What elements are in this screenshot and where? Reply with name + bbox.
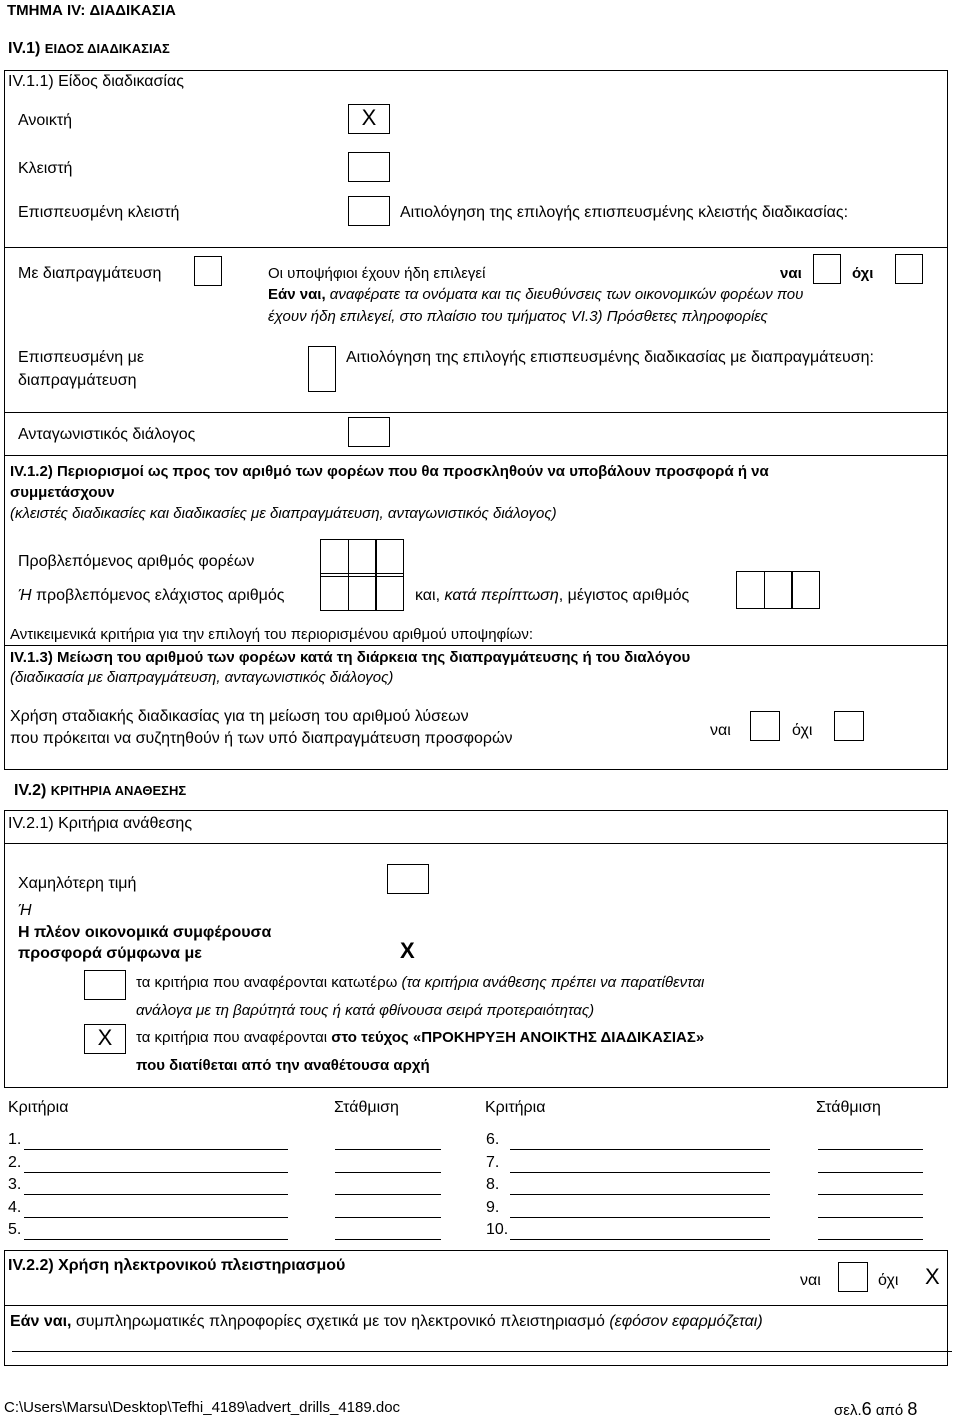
iv22-title: IV.2.2) Χρήση ηλεκτρονικού πλειστηριασμού [8, 1257, 346, 1274]
weight-line[interactable] [818, 1149, 923, 1150]
iv22-no-label: όχι [878, 1272, 899, 1289]
open-checkbox[interactable]: X [348, 104, 390, 134]
opt2-checkbox[interactable]: X [84, 1024, 126, 1054]
accelerated-negotiated-checkbox[interactable] [308, 346, 336, 392]
weight-line[interactable] [335, 1194, 441, 1195]
opt1-checkbox[interactable] [84, 970, 126, 1000]
accelerated-negotiated-label-2: διαπραγμάτευση [18, 372, 137, 389]
criterion-number: 9. [486, 1198, 500, 1216]
selection-criteria-label: Αντικειμενικά κριτήρια για την επιλογή του περιορισμένου αριθμού υποψηφίων: [10, 626, 533, 643]
footer-page: σελ.6 από 8 [834, 1399, 918, 1419]
criterion-number: 8. [486, 1176, 500, 1193]
or-text: Ή [18, 902, 32, 919]
weight-line[interactable] [818, 1239, 923, 1240]
criterion-line[interactable] [510, 1194, 770, 1195]
accelerated-restricted-checkbox[interactable] [348, 196, 390, 226]
weight-line[interactable] [335, 1239, 441, 1240]
criterion-number: 6. [486, 1131, 500, 1148]
criterion-number: 5. [8, 1221, 22, 1238]
criteria-header-right: Κριτήρια [485, 1099, 546, 1116]
criterion-number: 2. [8, 1153, 22, 1171]
iv13-subtitle: (διαδικασία με διαπραγμάτευση, ανταγωνιστικός διάλογος) [10, 669, 394, 686]
iv13-no-label: όχι [792, 722, 813, 739]
accelerated-negotiated-justification: Αιτιολόγηση της επιλογής επισπευσμένης διαδικασίας με διαπραγμάτευση: [346, 349, 874, 366]
envisaged-number-boxes[interactable] [320, 539, 403, 577]
iv13-question-1: Χρήση σταδιακής διαδικασίας για τη μείωση του αριθμού λύσεων [10, 708, 469, 725]
divider [4, 1305, 948, 1306]
already-selected-yes: ναι [780, 265, 802, 282]
criterion-line[interactable] [24, 1149, 288, 1150]
iv1-title: ΕΙΔΟΣ ΔΙΑΔΙΚΑΣΙΑΣ [44, 41, 170, 56]
iv22-yes-checkbox[interactable] [838, 1262, 868, 1292]
accelerated-restricted-label: Επισπευσμένη κλειστή [18, 204, 180, 221]
opt1-text-1: τα κριτήρια που αναφέρονται κατωτέρω (τα κριτήρια ανάθεσης πρέπει να παρατίθενται [136, 974, 705, 991]
iv11-title: IV.1.1) Είδος διαδικασίας [8, 73, 184, 90]
iv22-no-mark: X [925, 1264, 940, 1289]
meat-label-1: Η πλέον οικονομικά συμφέρουσα [18, 924, 272, 941]
envisaged-number-label: Προβλεπόμενος αριθμός φορέων [18, 553, 255, 570]
divider [4, 247, 948, 248]
iv22-answer-line[interactable] [12, 1351, 952, 1352]
already-selected-no: όχι [852, 265, 874, 282]
iv13-yes-checkbox[interactable] [750, 711, 780, 741]
iv21-title: IV.2.1) Κριτήρια ανάθεσης [8, 815, 193, 832]
weight-line[interactable] [818, 1172, 923, 1173]
iv2-heading [14, 782, 186, 800]
minimum-number-boxes[interactable] [320, 573, 403, 611]
criterion-number: 1. [8, 1131, 22, 1148]
accelerated-restricted-justification: Αιτιολόγηση της επιλογής επισπευσμένης κλειστής διαδικασίας: [400, 204, 849, 221]
iv2-number: IV.2) [14, 782, 47, 799]
competitive-dialogue-checkbox[interactable] [348, 417, 390, 447]
criterion-line[interactable] [510, 1172, 770, 1173]
competitive-dialogue-label: Ανταγωνιστικός διάλογος [18, 426, 196, 443]
negotiated-label: Με διαπραγμάτευση [18, 265, 162, 282]
footer-path: C:\Users\Marsu\Desktop\Tefhi_4189\advert_drills_4189.doc [4, 1399, 401, 1416]
divider [4, 645, 948, 646]
negotiated-checkbox[interactable] [194, 256, 222, 286]
lowest-price-label: Χαμηλότερη τιμή [18, 875, 137, 892]
criterion-number: 3. [8, 1176, 22, 1193]
weight-line[interactable] [818, 1217, 923, 1218]
divider [4, 412, 948, 413]
weight-line[interactable] [335, 1172, 441, 1173]
iv22-if-yes: Εάν ναι, συμπληρωματικές πληροφορίες σχετικά με τον ηλεκτρονικό πλειστηριασμό (εφόσον εφαρμόζεται) [10, 1313, 763, 1330]
opt2-text-2: που διατίθεται από την αναθέτουσα αρχή [136, 1057, 430, 1074]
criterion-line[interactable] [510, 1239, 770, 1240]
section-title: ΤΜΗΜΑ IV: ΔΙΑΔΙΚΑΣΙΑ [7, 2, 176, 19]
iv2-title: ΚΡΙΤΗΡΙΑ ΑΝΑΘΕΣΗΣ [50, 783, 187, 798]
criteria-header-left: Κριτήρια [8, 1099, 69, 1116]
weight-line[interactable] [818, 1194, 923, 1195]
iv1-number: IV.1) [8, 40, 41, 57]
already-selected-yes-checkbox[interactable] [813, 254, 841, 284]
already-selected-no-checkbox[interactable] [895, 254, 923, 284]
or-text: Ή [18, 587, 32, 604]
iv1-heading [8, 40, 170, 58]
restricted-label: Κλειστή [18, 160, 73, 177]
weight-header-right: Στάθμιση [816, 1099, 881, 1116]
criterion-line[interactable] [24, 1239, 288, 1240]
iv13-title: IV.1.3) Μείωση του αριθμού των φορέων κατά τη διάρκεια της διαπραγμάτευσης ή του διαλόγου [10, 649, 691, 666]
iv13-no-checkbox[interactable] [834, 711, 864, 741]
divider [4, 843, 948, 844]
iv12-title-1: IV.1.2) Περιορισμοί ως προς τον αριθμό των φορέων που θα προσκληθούν να υποβάλουν προσφορά ή να [10, 463, 769, 480]
weight-header-left: Στάθμιση [334, 1099, 399, 1116]
criterion-number: 10. [486, 1221, 509, 1238]
iv12-title-2: συμμετάσχουν [10, 484, 115, 501]
maximum-number-label: και, κατά περίπτωση, μέγιστος αριθμός [415, 587, 690, 604]
iv13-yes-label: ναι [710, 722, 731, 739]
minimum-number-label: Ή προβλεπόμενος ελάχιστος αριθμός [18, 587, 285, 604]
criterion-line[interactable] [24, 1172, 288, 1173]
opt1-text-2: ανάλογα με τη βαρύτητά τους ή κατά φθίνουσα σειρά προτεραιότητας) [136, 1002, 595, 1019]
criterion-line[interactable] [510, 1149, 770, 1150]
open-label: Ανοικτή [18, 112, 73, 129]
already-selected-text: Οι υποψήφιοι έχουν ήδη επιλεγεί [268, 265, 486, 282]
weight-line[interactable] [335, 1149, 441, 1150]
weight-line[interactable] [335, 1217, 441, 1218]
lowest-price-checkbox[interactable] [387, 864, 429, 894]
criterion-number: 7. [486, 1153, 500, 1171]
already-selected-note-2: έχουν ήδη επιλεγεί, στο πλαίσιο του τμήματος VI.3) Πρόσθετες πληροφορίες [268, 308, 768, 325]
opt2-text-1: τα κριτήρια που αναφέρονται στο τεύχος «ΠΡΟΚΗΡΥΞΗ ΑΝΟΙΚΤΗΣ ΔΙΑΔΙΚΑΣΙΑΣ» [136, 1029, 705, 1046]
divider [4, 455, 948, 456]
criterion-line[interactable] [510, 1217, 770, 1218]
iv12-subtitle: (κλειστές διαδικασίες και διαδικασίες με διαπραγμάτευση, ανταγωνιστικός διάλογος) [10, 505, 557, 522]
meat-mark: X [400, 938, 415, 963]
criterion-line[interactable] [24, 1217, 288, 1218]
criterion-number: 4. [8, 1198, 22, 1216]
accelerated-negotiated-label-1: Επισπευσμένη με [18, 349, 144, 366]
already-selected-note-1: Εάν ναι, αναφέρατε τα ονόματα και τις διευθύνσεις των οικονομικών φορέων που [268, 286, 804, 303]
meat-label-2: προσφορά σύμφωνα με [18, 945, 202, 962]
maximum-number-boxes[interactable] [736, 571, 819, 609]
criterion-line[interactable] [24, 1194, 288, 1195]
iv13-question-2: που πρόκειται να συζητηθούν ή των υπό διαπραγμάτευση προσφορών [10, 730, 513, 747]
restricted-checkbox[interactable] [348, 152, 390, 182]
iv22-yes-label: ναι [800, 1272, 821, 1289]
